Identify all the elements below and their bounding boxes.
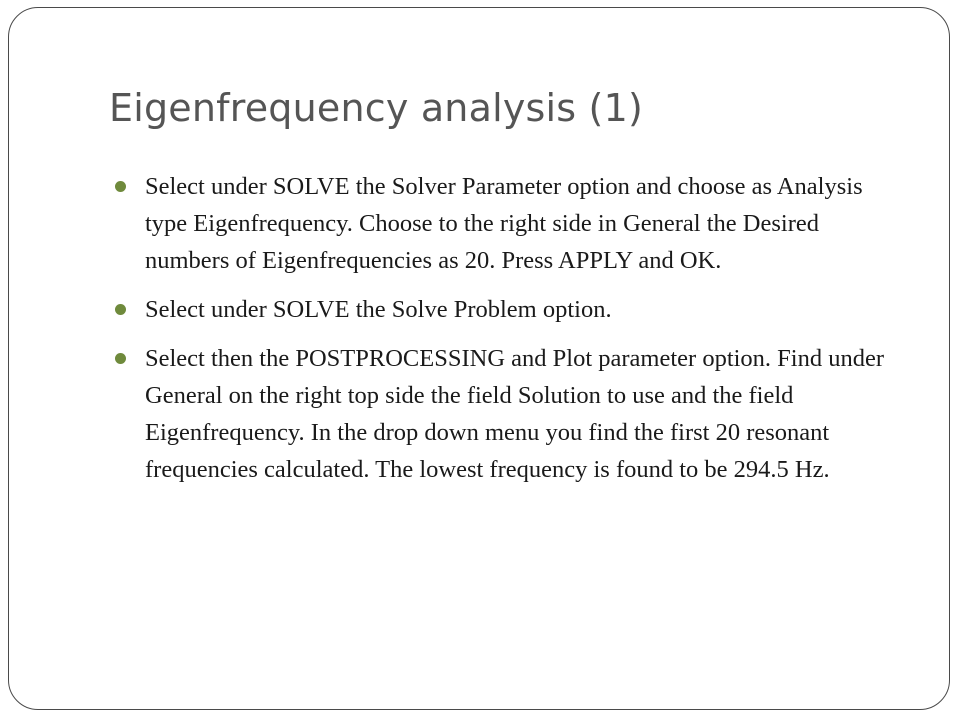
bullet-item (115, 168, 895, 279)
bullet-text: Select under SOLVE the Solver Parameter option and choose as Analysis type Eigenfrequency. Choose to the right side in General the Desired numbers of Eigenfrequencies as 20. Press APPLY and OK. (145, 173, 863, 274)
bullet-dot-icon (115, 181, 126, 192)
bullet-item (115, 340, 895, 488)
slide-title: Eigenfrequency analysis (1) (109, 86, 643, 130)
bullet-list (115, 168, 895, 500)
bullet-text: Select under SOLVE the Solve Problem option. (145, 296, 612, 323)
bullet-dot-icon (115, 353, 126, 364)
bullet-item (115, 291, 895, 328)
bullet-text: Select then the POSTPROCESSING and Plot parameter option. Find under General on the right top side the field Solution to use and the field Eigenfrequency. In the drop down menu you find the first 20 resonant frequencies calculated. The lowest frequency is found to be 294.5 Hz. (145, 345, 885, 483)
slide-frame (8, 7, 950, 710)
bullet-dot-icon (115, 304, 126, 315)
